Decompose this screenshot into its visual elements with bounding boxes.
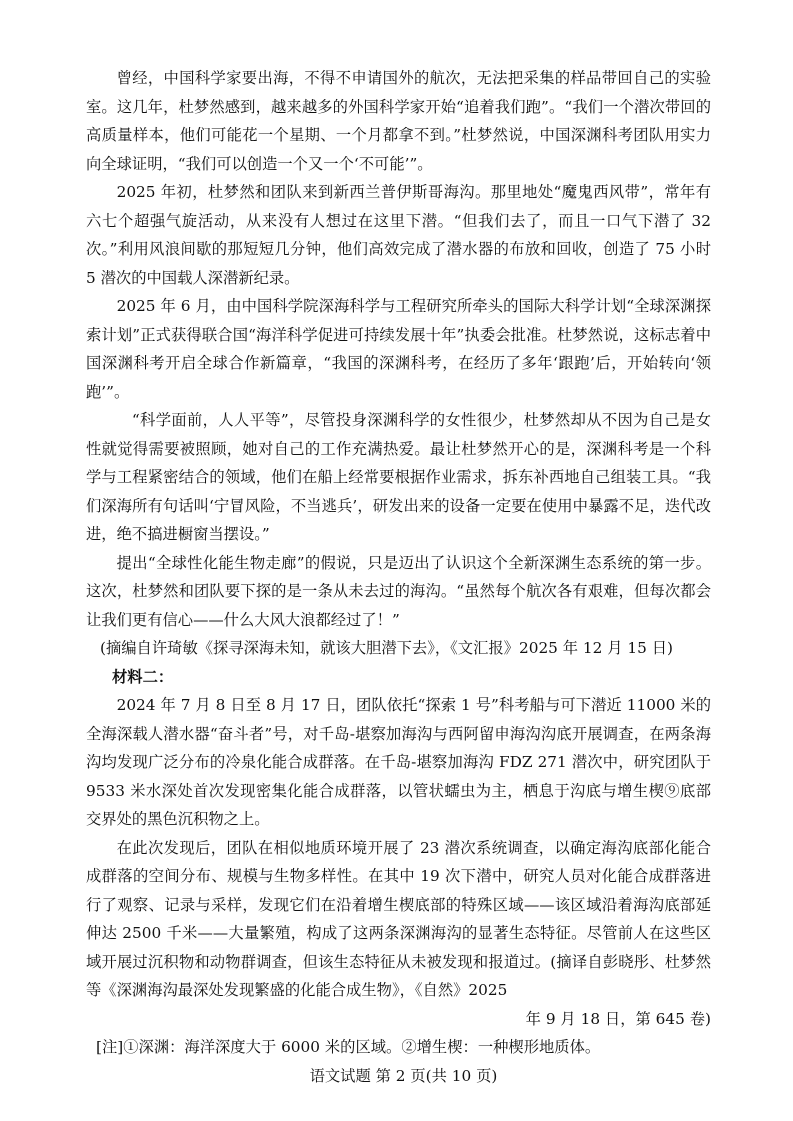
paragraph: 2025 年初，杜梦然和团队来到新西兰普伊斯哥海沟。那里地处“魔鬼西风带”，常年有六七个超强气旋活动，从来没有人想过在这里下潜。“但我们去了，而且一口气下潜了 32 次。”利用风浪间歇的那短短几分钟，他们高效完成了潜水器的布放和回收，创造了 75 小时 5 潜次的中国载人深潜新纪录。 [86, 183, 711, 287]
paragraph: “科学面前，人人平等”，尽管投身深渊科学的女性很少，杜梦然却从不因为自己是女性就觉得需要被照顾，她对自己的工作充满热爱。最让杜梦然开心的是，深渊科考是一个科学与工程紧密结合的领域，他们在船上经常要根据作业需求，拆东补西地自己组装工具。“我们深海所有句话叫‘宁冒风险，不当逃兵’，研发出来的设备一定要在使用中暴露不足，迭代改进，绝不搞进橱窗当摆设。” [86, 411, 711, 543]
source-citation: (摘编自许琦敏《探寻深海未知，就该大胆潜下去》，《文汇报》2025 年 12 月 15 日) [100, 639, 674, 657]
section-heading: 材料二： [112, 667, 174, 686]
footnote: [注]①深渊：海洋深度大于 6000 米的区域。②增生楔：一种楔形地质体。 [96, 1038, 601, 1056]
paragraph: 2024 年 7 月 8 日至 8 月 17 日，团队依托“探索 1 号”科考船与可下潜近 11000 米的全海深载人潜水器“奋斗者”号，对千岛-堪察加海沟与西阿留申海沟沟底开展调查，在两条海沟均发现广泛分布的冷泉化能合成群落。在千岛-堪察加海沟 FDZ 271 潜次中，研究团队于 9533 米水深处首次发现密集化能合成群落，以管状蠕虫为主，栖息于沟底与增生楔⑨底部交界处的黑色沉积物之上。 [86, 696, 711, 828]
paragraph: 提出“全球性化能生物走廊”的假说，只是迈出了认识这个全新深渊生态系统的第一步。这次，杜梦然和团队要下探的是一条从未去过的海沟。“虽然每个航次各有艰难，但每次都会让我们更有信心——什么大风大浪都经过了！” [86, 553, 711, 629]
document-page [86, 64, 711, 1090]
paragraph: 曾经，中国科学家要出海，不得不申请国外的航次，无法把采集的样品带回自己的实验室。这几年，杜梦然感到，越来越多的外国科学家开始“追着我们跑”。“我们一个潜次带回的高质量样本，他们可能花一个星期、一个月都拿不到。”杜梦然说，中国深渊科考团队用实力向全球证明，“我们可以创造一个又一个‘不可能’”。 [86, 69, 711, 173]
paragraph: 在此次发现后，团队在相似地质环境开展了 23 潜次系统调查，以确定海沟底部化能合成群落的空间分布、规模与生物多样性。在其中 19 次下潜中，研究人员对化能合成群落进行了观察、记录与采样，发现它们在沿着增生楔底部的特殊区域——该区域沿着海沟底部延伸达 2500 千米——大量繁殖，构成了这两条深渊海沟的显著生态特征。尽管前人在这些区域开展过沉积物和动物群调查，但该生态特征从未被发现和报道过。(摘译自彭晓彤、杜梦然等《深渊海沟最深处发现繁盛的化能合成生物》，《自然》2025 [86, 838, 711, 999]
source-citation-end: 年 9 月 18 日，第 645 卷) [525, 1009, 711, 1028]
page-footer: 语文试题 第 2 页(共 10 页) [309, 1066, 498, 1085]
paragraph: 2025 年 6 月，由中国科学院深海科学与工程研究所牵头的国际大科学计划“全球深渊探索计划”正式获得联合国“海洋科学促进可持续发展十年”执委会批准。杜梦然说，这标志着中国深渊科考开启全球合作新篇章，“我国的深渊科考，在经历了多年‘跟跑’后，开始转向‘领跑’”。 [86, 297, 711, 401]
